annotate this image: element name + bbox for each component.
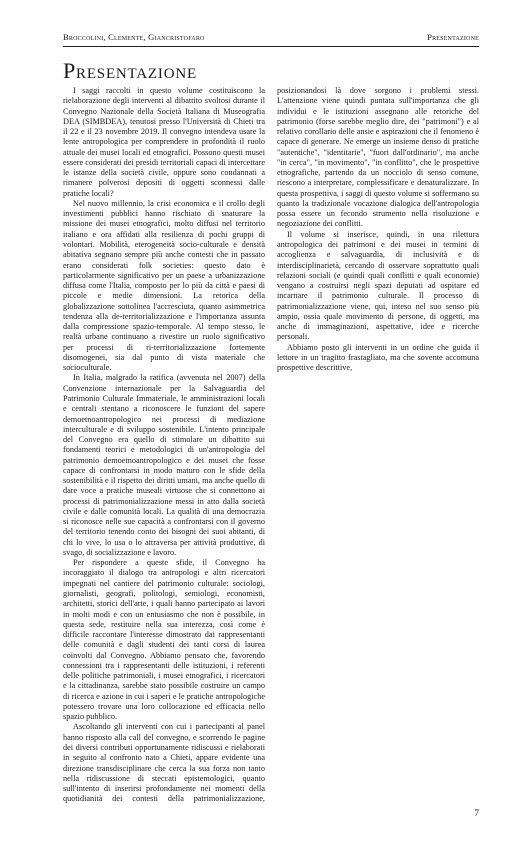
body-text bbox=[63, 86, 479, 810]
paragraph: In Italia, malgrado la ratifica (avvenuta nel 2007) della Convenzione internazionale per la Salvaguardia del Patrimonio Culturale Immateriale, le amministrazioni locali e centrali stentano a riconoscere le funzioni del sapere demoetnoantropologico nei processi di mediazione interculturale e di sviluppo sostenibile. L'intento principale del Convegno era quello di stimolare un dibattito sui fondamenti teorici e metodologici di un'antropologia del patrimonio demoetnoantropologico e dei musei che fosse capace di confrontarsi in modo maturo con le sfide della sostenibilità e il rispetto dei diritti umani, ma anche quello di dare voce a pratiche museali virtuose che si connettono ai processi di patrimonializzazione messi in atto dalla società civile e dalle comunità locali. La qualità di una democrazia si riconosce nelle sue capacità a confrontarsi con il governo del territorio tenendo conto dei bisogni dei suoi abitanti, di chi lo vive, lo usa o lo attraversa per attività produttive, di svago, di socializzazione e lavoro. bbox=[63, 373, 265, 557]
header-rule bbox=[63, 46, 479, 47]
paragraph: Per rispondere a queste sfide, il Convegno ha incoraggiato il dialogo tra antropologi e altri ricercatori impegnati nel cantiere del patrimonio culturale: sociologi, giornalisti, geografi, politologi, semiologi, economisti, architetti, storici dell'arte, i quali hanno partecipato ai lavori in molti modi e con un entusiasmo che non è possibile, in questa sede, restituire nella sua interezza, così come è difficile raccontare l'interesse dimostrato dai rappresentanti delle comunità e dagli studenti dei tanti corsi di laurea coinvolti dal Convegno. Abbiamo pensato che, favorendo connessioni tra i rappresentanti delle istituzioni, i referenti delle politiche patrimoniali, i musei etnografici, i ricercatori e la cittadinanza, sarebbe stato possibile costruire un campo di ricerca e azione in cui i saperi e le pratiche antropologiche potessero trovare una loro collocazione ed efficacia nello spazio pubblico. bbox=[63, 558, 265, 722]
running-head-authors: Broccolini, Clemente, Giancristofaro bbox=[63, 32, 205, 42]
paragraph: Il volume si inserisce, quindi, in una rilettura antropologica dei patrimoni e dei musei in termini di accoglienza e salvaguardia, di inclusività e di interdisciplinarietà, cercando di osservare soprattutto quali relazioni sociali (e quindi quali conflitti e quali economie) vengano a costruirsi negli spazi deputati ad ospitare ed incarnare il patrimonio culturale. Il processo di patrimonializzazione viene, qui, inteso nel suo senso più ampio, ossia quale movimento di persone, di oggetti, ma anche di immaginazioni, aspettative, idee e ricerche personali. bbox=[277, 229, 479, 342]
paragraph: Ascoltando gli interventi con cui i partecipanti al panel hanno risposto alla call del convegno, e scorrendo le pagine dei diversi contributi opportunamente ridiscussi e rielaborati in seguito al confronto nato a Chieti, appare evidente una direzione transdisciplinare che cerca la sua forza non tanto nella ridiscussione di steccati epistemologici, quanto sull'intento di inserirsi profondamente nei momenti della quotidianità dei contesti della patrimonializzazione, posizionandosi là dove sorgono i problemi stessi. L'attenzione viene quindi puntata sull'importanza che gli individui e le istituzioni assegnano alle retoriche del patrimonio (forse sarebbe meglio dire, dei "patrimoni") e al relativo corollario delle ansie e aspirazioni che il fenomeno è capace di generare. Ne emerge un insieme denso di pratiche "autentiche", "identitarie", "fuori dall'ordinario", ma anche "in cerca", "in movimento", "in conflitto", che le prospettive etnografiche, partendo da un nocciolo di senso comune, riescono a interpretare, complessificare e denaturalizzare. In questa prospettiva, i saggi di questo volume si soffermano su quanto la tradizionale vocazione dialogica dell'antropologia possa essere un fecondo strumento nella risoluzione e negoziazione dei conflitti. bbox=[63, 86, 479, 804]
running-head-section: Presentazione bbox=[427, 32, 479, 42]
paragraph: I saggi raccolti in questo volume costituiscono la rielaborazione degli interventi al dibattito svoltosi durante il Convegno Nazionale della Società Italiana di Museografia DEA (SIMBDEA), tenutosi presso l'Università di Chieti tra il 22 e il 23 novembre 2019. Il convegno intendeva usare la lente antropologica per comprendere in profondità il ruolo attuale dei musei locali ed etnografici. Possono questi musei essere considerati dei presidi territoriali capaci di intercettare le istanze della società civile, oppure sono condannati a rimanere polverosi depositi di oggetti sconnessi dalle pratiche locali? bbox=[63, 86, 265, 198]
running-head bbox=[63, 32, 479, 42]
page-number: 7 bbox=[474, 808, 479, 819]
page-title: Presentazione bbox=[63, 58, 197, 83]
paragraph: Abbiamo posto gli interventi in un ordine che guida il lettore in un tragitto frastagliato, ma che sovente accomuna prospettive descrittive, bbox=[277, 342, 479, 373]
paragraph: Nel nuovo millennio, la crisi economica e il crollo degli investimenti pubblici hanno rischiato di snaturare la missione dei musei etnografici, molto diffusi nel territorio italiano e ora affidati alla resilienza di pochi gruppi di volontari. Mobilità, eterogeneità socio-culturale e densità abitativa segnano sempre più anche contesti che in passato erano considerati folk societies: questo dato è particolarmente significativo per un paese a urbanizzazione diffusa come l'Italia, composto per lo più da città e paesi di piccole e medie dimensioni. La retorica della globalizzazione sottolinea l'accresciuta, quanto asimmetrica tendenza alla de-territorializzazione e l'importanza assunta dalla compressione spazio-temporale. Al tempo stesso, le realtà urbane continuano a rivestire un ruolo significativo per processi di ri-territorializzazione fortemente disomogenei, sia dal punto di vista materiale che socioculturale. bbox=[63, 198, 265, 373]
